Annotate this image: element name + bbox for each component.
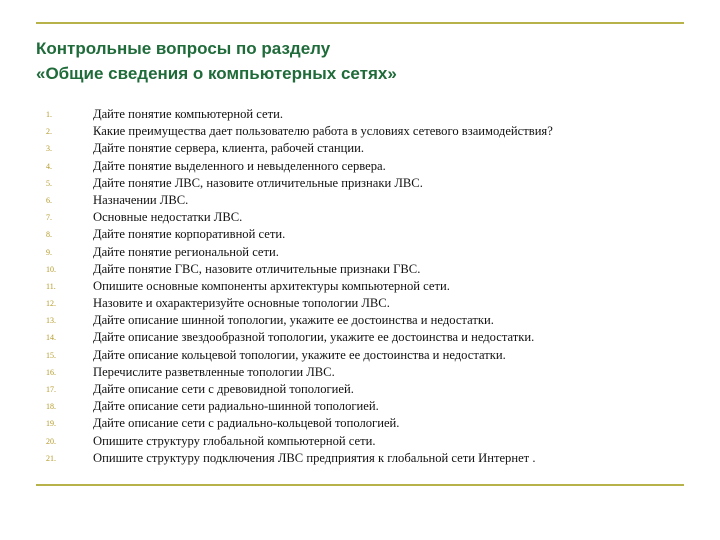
- question-item: [36, 209, 684, 226]
- question-list: [36, 106, 684, 467]
- question-item: [36, 106, 684, 123]
- question-item: [36, 312, 684, 329]
- question-number: 4.: [46, 161, 52, 171]
- question-number: 16.: [46, 367, 56, 377]
- question-text: Основные недостатки ЛВС.: [93, 210, 243, 225]
- question-number: 21.: [46, 453, 56, 463]
- question-item: [36, 450, 684, 467]
- question-item: [36, 295, 684, 312]
- question-item: [36, 381, 684, 398]
- question-item: [36, 278, 684, 295]
- question-text: Дайте понятие сервера, клиента, рабочей станции.: [93, 141, 365, 156]
- question-text: Назначении ЛВС.: [93, 192, 189, 207]
- question-item: [36, 140, 684, 157]
- question-text: Дайте понятие корпоративной сети.: [93, 227, 286, 242]
- question-number: 3.: [46, 144, 52, 154]
- question-number: 17.: [46, 385, 56, 394]
- question-text: Дайте описание сети с радиально-кольцевой топологией.: [93, 416, 400, 431]
- question-number: 18.: [46, 402, 56, 412]
- question-item: [36, 364, 684, 381]
- question-item: [36, 261, 684, 278]
- question-number: 12.: [46, 299, 56, 309]
- question-item: [36, 192, 684, 209]
- question-text: Назовите и охарактеризуйте основные топологии ЛВС.: [93, 296, 390, 311]
- slide-title: [36, 36, 676, 86]
- question-text: Дайте описание сети с древовидной топологией.: [93, 382, 354, 396]
- question-number: 15.: [46, 350, 56, 360]
- question-text: Дайте понятие ГВС, назовите отличительные признаки ГВС.: [93, 261, 421, 276]
- question-item: [36, 398, 684, 415]
- question-text: Дайте понятие региональной сети.: [93, 244, 279, 259]
- question-text: Дайте описание сети радиально-шинной топологией.: [93, 399, 379, 414]
- question-text: Дайте понятие выделенного и невыделенного сервера.: [93, 158, 386, 173]
- question-number: 13.: [46, 316, 56, 326]
- question-item: [36, 175, 684, 192]
- question-item: [36, 433, 684, 450]
- question-text: Какие преимущества дает пользователю работа в условиях сетевого взаимодействия?: [93, 124, 553, 139]
- question-text: Дайте описание кольцевой топологии, укажите ее достоинства и недостатки.: [93, 347, 506, 362]
- question-number: 5.: [46, 178, 52, 188]
- question-number: 6.: [46, 195, 52, 205]
- question-number: 14.: [46, 333, 56, 343]
- question-item: [36, 123, 684, 140]
- question-text: Опишите структуру подключения ЛВС предприятия к глобальной сети Интернет .: [93, 450, 536, 465]
- question-number: 8.: [46, 230, 52, 240]
- bottom-divider: [36, 484, 684, 486]
- question-text: Опишите основные компоненты архитектуры компьютерной сети.: [93, 278, 450, 293]
- title-line-1: Контрольные вопросы по разделу: [36, 39, 331, 58]
- question-number: 20.: [46, 436, 56, 446]
- question-number: 1.: [46, 110, 52, 119]
- question-number: 10.: [46, 264, 56, 274]
- question-number: 9.: [46, 247, 52, 257]
- question-item: [36, 226, 684, 243]
- top-divider: [36, 22, 684, 24]
- question-text: Перечислите разветвленные топологии ЛВС.: [93, 364, 335, 379]
- question-item: [36, 329, 684, 346]
- question-item: [36, 244, 684, 261]
- question-text: Дайте описание звездообразной топологии, укажите ее достоинства и недостатки.: [93, 330, 535, 345]
- question-text: Дайте понятие компьютерной сети.: [93, 107, 283, 121]
- question-number: 7.: [46, 213, 52, 223]
- question-number: 11.: [46, 281, 56, 291]
- question-text: Дайте описание шинной топологии, укажите ее достоинства и недостатки.: [93, 313, 494, 328]
- question-item: [36, 158, 684, 175]
- question-number: 19.: [46, 419, 56, 429]
- question-text: Опишите структуру глобальной компьютерной сети.: [93, 433, 376, 448]
- title-line-2: «Общие сведения о компьютерных сетях»: [36, 64, 397, 83]
- question-text: Дайте понятие ЛВС, назовите отличительные признаки ЛВС.: [93, 175, 423, 190]
- question-item: [36, 347, 684, 364]
- question-number: 2.: [46, 127, 52, 137]
- question-item: [36, 415, 684, 432]
